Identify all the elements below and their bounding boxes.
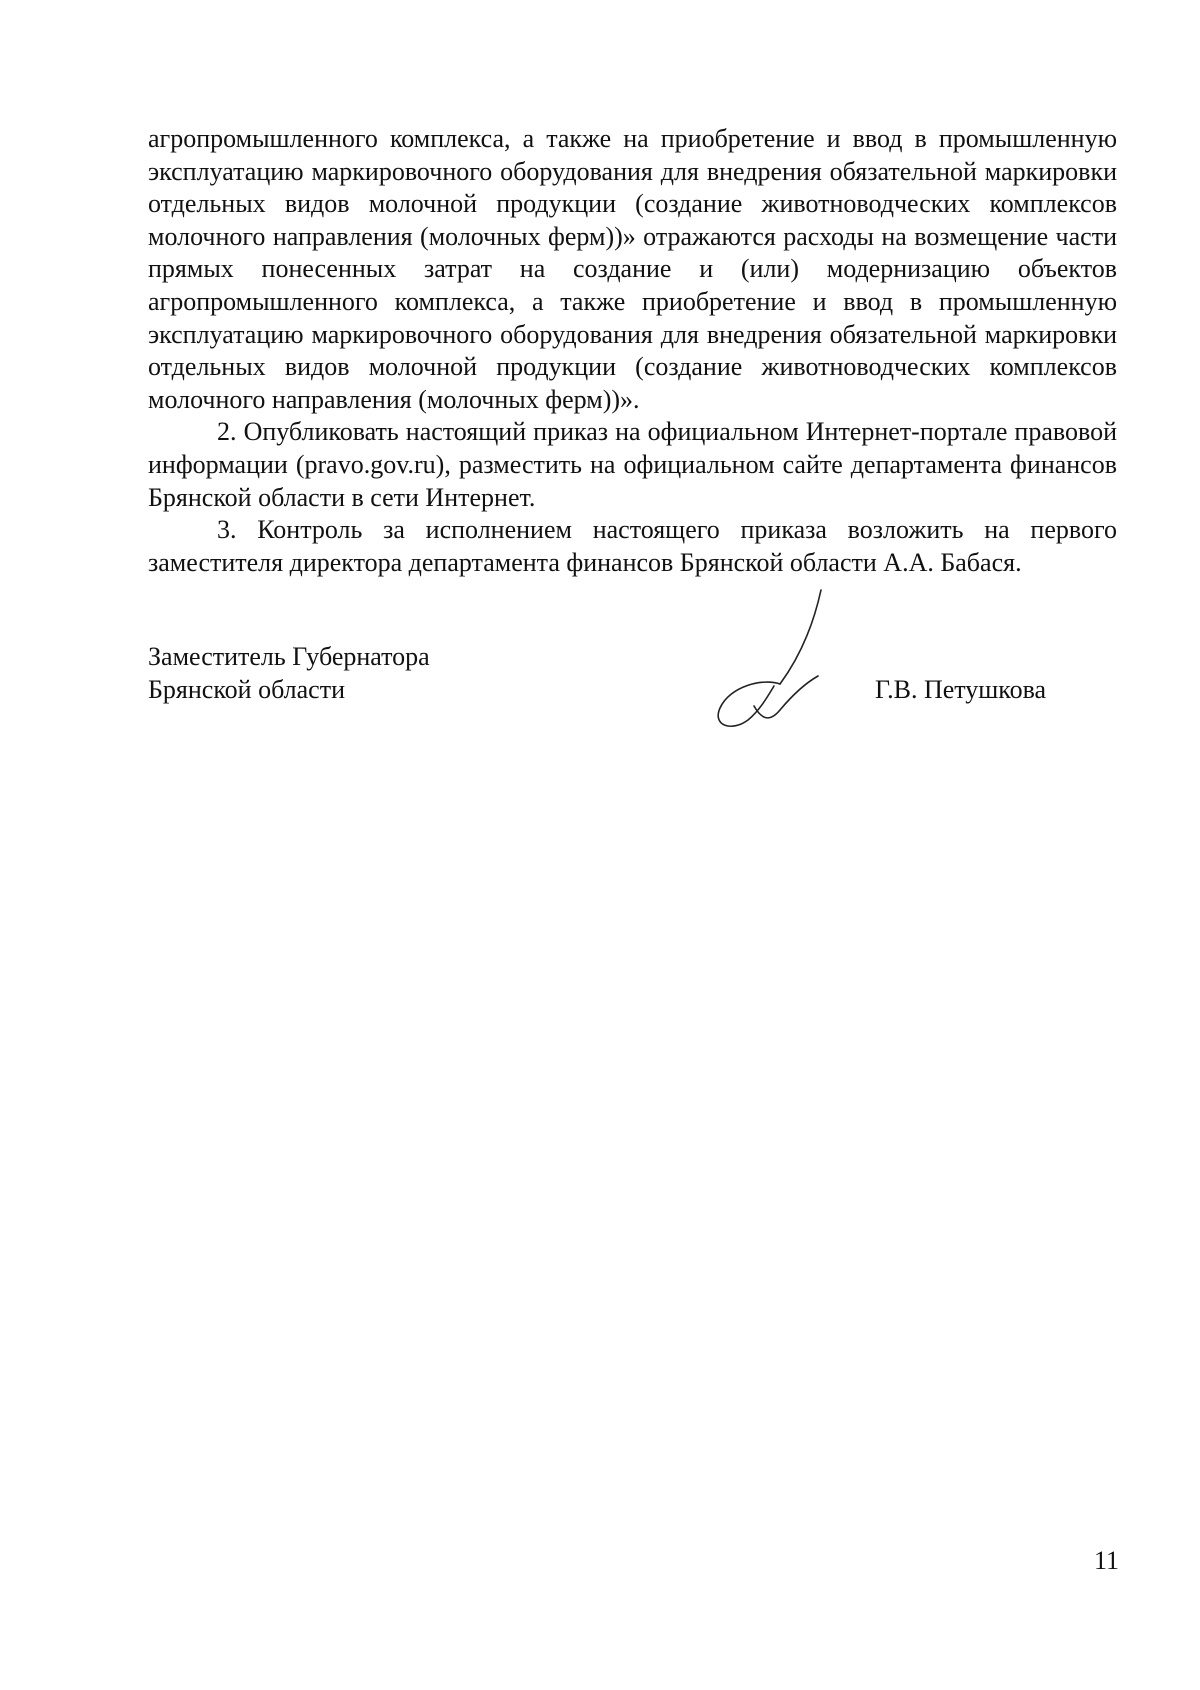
signature-block bbox=[148, 640, 1117, 706]
document-body bbox=[148, 123, 1117, 579]
signatory-name: Г.В. Петушкова bbox=[875, 675, 1047, 704]
signatory-position-line-2: Брянской области bbox=[148, 675, 345, 704]
paragraph-item-3: 3. Контроль за исполнением настоящего приказа возложить на первого заместителя директора департамента финансов Брянской области А.А. Бабася. bbox=[148, 515, 1117, 577]
paragraph-item-2: 2. Опубликовать настоящий приказ на официальном Интернет-портале правовой информации (pravo.gov.ru), разместить на официальном сайте департамента финансов Брянской области в сети Интернет. bbox=[148, 417, 1117, 512]
page-number: 11 bbox=[1094, 1546, 1120, 1575]
signatory-position-line-1: Заместитель Губернатора bbox=[148, 642, 430, 671]
paragraph-continuation: агропромышленного комплекса, а также на приобретение и ввод в промышленную эксплуатацию маркировочного оборудования для внедрения обязательной маркировки отдельных видов молочной продукции (создание животноводческих комплексов молочного направления (молочных ферм))» отражаются расходы на возмещение части прямых понесенных затрат на создание и (или) модернизацию объектов агропромышленного комплекса, а также приобретение и ввод в промышленную эксплуатацию маркировочного оборудования для внедрения обязательной маркировки отдельных видов молочной продукции (создание животноводческих комплексов молочного направления (молочных ферм))». bbox=[148, 124, 1117, 414]
